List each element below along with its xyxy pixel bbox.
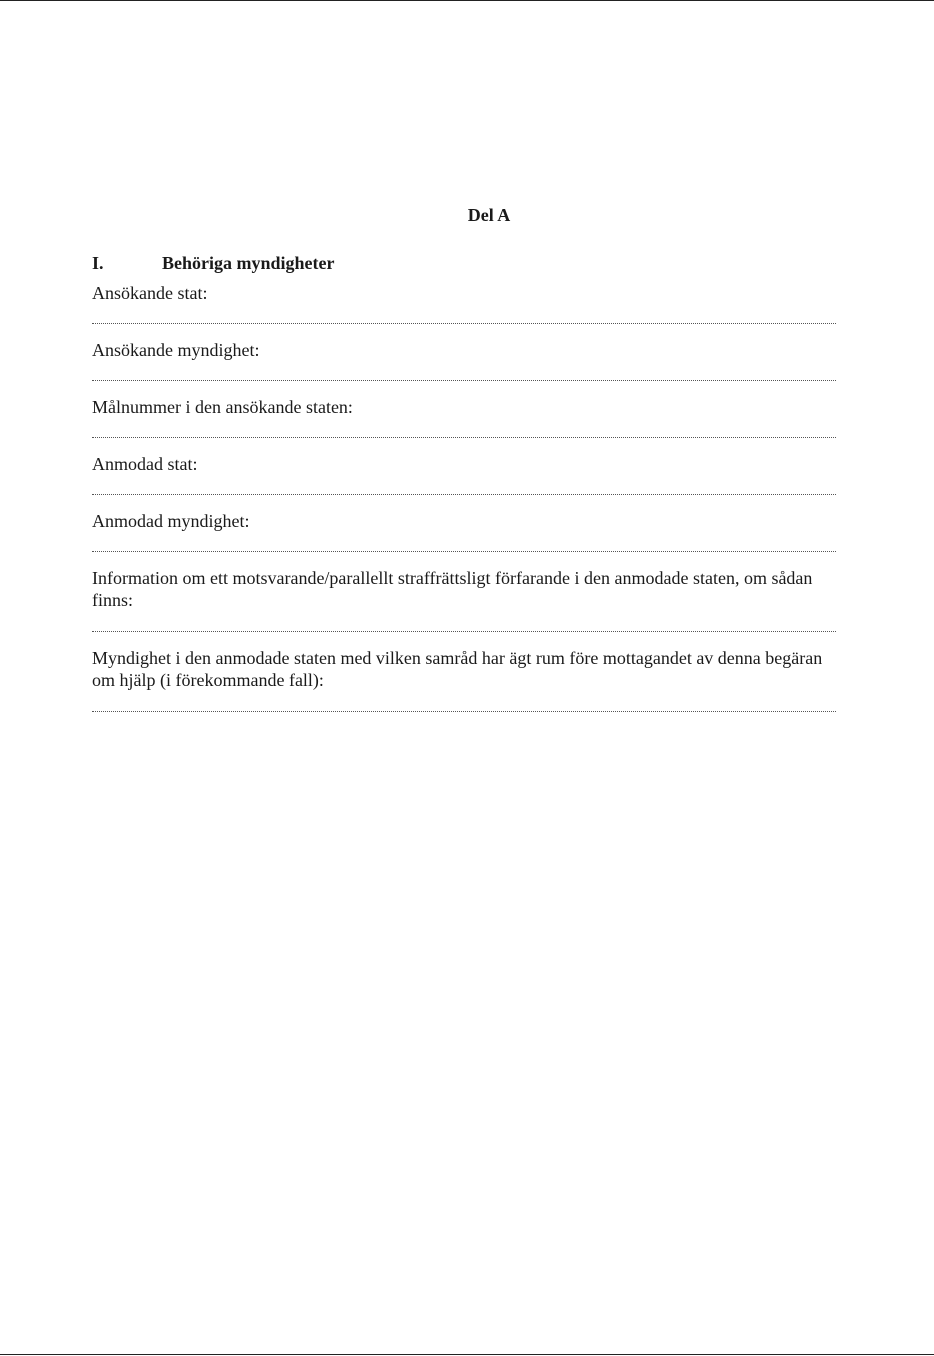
page-bottom-border	[0, 1354, 934, 1355]
section-title: Behöriga myndigheter	[162, 253, 335, 273]
fill-line-parallel-proceedings[interactable]	[92, 631, 836, 632]
page-top-border	[0, 0, 934, 1]
field-label-case-number: Målnummer i den ansökande staten:	[92, 397, 353, 417]
fill-line-requested-state[interactable]	[92, 494, 836, 495]
field-label-consulted-authority: Myndighet i den anmodade staten med vilken samråd har ägt rum före mottagandet av denna begäran om hjälp (i förekommande fall):	[92, 648, 823, 690]
field-label-requested-authority: Anmodad myndighet:	[92, 511, 250, 531]
field-label-requesting-state: Ansökande stat:	[92, 283, 208, 303]
fill-line-requesting-state[interactable]	[92, 323, 836, 324]
fill-line-requesting-authority[interactable]	[92, 380, 836, 381]
field-label-parallel-proceedings: Information om ett motsvarande/parallellt straffrättsligt förfarande i den anmodade staten, om sådan finns:	[92, 568, 813, 610]
fill-line-consulted-authority[interactable]	[92, 711, 836, 712]
part-heading: Del A	[467, 205, 511, 225]
field-label-requested-state: Anmodad stat:	[92, 454, 198, 474]
fill-line-requested-authority[interactable]	[92, 551, 836, 552]
section-heading	[92, 252, 335, 274]
field-label-requesting-authority: Ansökande myndighet:	[92, 340, 260, 360]
fill-line-case-number[interactable]	[92, 437, 836, 438]
section-number: I.	[92, 253, 104, 273]
